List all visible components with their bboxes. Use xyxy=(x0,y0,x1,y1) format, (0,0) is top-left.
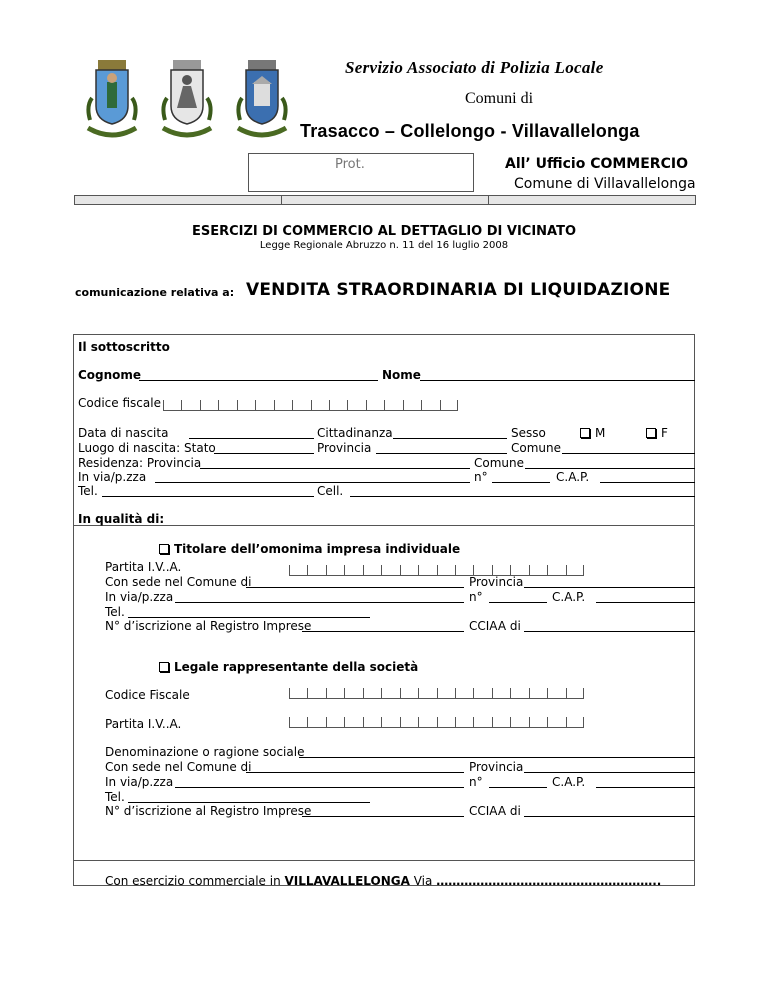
esercizio-via-label: Via xyxy=(413,874,433,888)
cittadinanza-field[interactable] xyxy=(393,438,507,439)
sesso-f-option[interactable] xyxy=(646,426,668,440)
legale-tel-label: Tel. xyxy=(105,790,125,804)
titolare-registro-field[interactable] xyxy=(302,631,464,632)
legale-sede-field[interactable] xyxy=(246,772,464,773)
divider xyxy=(74,860,694,861)
legale-piva-boxes[interactable] xyxy=(289,713,584,728)
form-title: ESERCIZI DI COMMERCIO AL DETTAGLIO DI VICINATO xyxy=(191,224,577,239)
titolare-sede-field[interactable] xyxy=(246,587,464,588)
tel-label: Tel. xyxy=(78,484,98,498)
cell-field[interactable] xyxy=(350,496,695,497)
checkbox-icon[interactable] xyxy=(580,428,590,438)
data-nascita-label: Data di nascita xyxy=(78,426,169,440)
tel-field[interactable] xyxy=(102,496,314,497)
comunicazione-label: comunicazione relativa a: xyxy=(75,286,235,299)
residenza-label: Residenza: Provincia xyxy=(78,456,202,470)
comunicazione-value: VENDITA STRAORDINARIA DI LIQUIDAZIONE xyxy=(246,280,671,300)
titolare-cciaa-label: CCIAA di xyxy=(469,619,521,633)
cap-label: C.A.P. xyxy=(556,470,590,484)
cap-field[interactable] xyxy=(600,482,695,483)
cittadinanza-label: Cittadinanza xyxy=(317,426,393,440)
comune-label: Comune xyxy=(511,441,562,455)
sesso-label: Sesso xyxy=(511,426,546,440)
via-label: In via/p.zza xyxy=(78,470,147,484)
header-comuni: Trasacco – Collelongo - Villavallelonga xyxy=(300,121,640,141)
trasacco-crest-icon xyxy=(82,58,142,140)
residenza-comune-label: Comune xyxy=(474,456,525,470)
legale-numero-field[interactable] xyxy=(489,787,547,788)
titolare-provincia-field[interactable] xyxy=(524,587,695,588)
sesso-m-option[interactable] xyxy=(580,426,605,440)
titolare-heading: Titolare dell’omonima impresa individuale xyxy=(174,542,461,556)
sottoscritto-heading: Il sottoscritto xyxy=(78,340,170,354)
checkbox-icon[interactable] xyxy=(159,544,169,554)
villavallelonga-crest-icon xyxy=(232,58,292,140)
legale-via-field[interactable] xyxy=(175,787,464,788)
legale-option[interactable] xyxy=(159,660,418,674)
legale-denominazione-label: Denominazione o ragione sociale xyxy=(105,745,305,759)
sesso-f-label: F xyxy=(661,426,668,440)
esercizio-line[interactable] xyxy=(105,874,661,888)
provincia-field[interactable] xyxy=(376,453,507,454)
legale-provincia-label: Provincia xyxy=(469,760,524,774)
legale-registro-field[interactable] xyxy=(302,816,464,817)
sesso-m-label: M xyxy=(595,426,606,440)
comune-field[interactable] xyxy=(562,453,695,454)
legale-via-label: In via/p.zza xyxy=(105,775,174,789)
titolare-via-label: In via/p.zza xyxy=(105,590,174,604)
legale-piva-label: Partita I.V..A. xyxy=(105,717,182,731)
titolare-numero-field[interactable] xyxy=(489,602,547,603)
checkbox-icon[interactable] xyxy=(159,662,169,672)
legale-cap-field[interactable] xyxy=(596,787,695,788)
legale-sede-label: Con sede nel Comune di xyxy=(105,760,252,774)
legale-cf-label: Codice Fiscale xyxy=(105,688,190,702)
office-name: All’ Ufficio COMMERCIO xyxy=(505,156,688,172)
esercizio-via-field[interactable]: ……………………………………………….. xyxy=(436,874,662,888)
luogo-nascita-label: Luogo di nascita: Stato xyxy=(78,441,216,455)
titolare-sede-label: Con sede nel Comune di xyxy=(105,575,252,589)
provincia-label: Provincia xyxy=(317,441,372,455)
qualita-heading: In qualità di: xyxy=(78,512,165,526)
residenza-comune-field[interactable] xyxy=(525,468,695,469)
form-subtitle: Legge Regionale Abruzzo n. 11 del 16 luglio 2008 xyxy=(259,240,509,251)
legale-heading: Legale rappresentante della società xyxy=(174,660,419,674)
titolare-numero-label: n° xyxy=(469,590,483,604)
titolare-tel-label: Tel. xyxy=(105,605,125,619)
header-subtitle: Comuni di xyxy=(465,90,534,107)
nome-label: Nome xyxy=(382,368,421,382)
codice-fiscale-boxes[interactable] xyxy=(163,396,458,411)
titolare-piva-label: Partita I.V..A. xyxy=(105,560,182,574)
legale-denominazione-field[interactable] xyxy=(299,757,695,758)
titolare-cap-field[interactable] xyxy=(596,602,695,603)
residenza-field[interactable] xyxy=(200,468,470,469)
office-comune: Comune di Villavallelonga xyxy=(514,176,696,192)
legale-cf-boxes[interactable] xyxy=(289,684,584,699)
cognome-field[interactable] xyxy=(139,380,378,381)
numero-label: n° xyxy=(474,470,488,484)
titolare-via-field[interactable] xyxy=(175,602,464,603)
legale-cciaa-label: CCIAA di xyxy=(469,804,521,818)
nome-field[interactable] xyxy=(420,380,695,381)
collelongo-crest-icon xyxy=(157,58,217,140)
codice-fiscale-label: Codice fiscale xyxy=(78,396,161,410)
esercizio-town: VILLAVALLELONGA xyxy=(284,874,410,888)
titolare-option[interactable] xyxy=(159,542,460,556)
numero-field[interactable] xyxy=(492,482,550,483)
luogo-nascita-field[interactable] xyxy=(214,453,314,454)
cell-label: Cell. xyxy=(317,484,344,498)
legale-tel-field[interactable] xyxy=(128,802,370,803)
legale-registro-label: N° d’iscrizione al Registro Imprese xyxy=(105,804,312,818)
legale-provincia-field[interactable] xyxy=(524,772,695,773)
titolare-registro-label: N° d’iscrizione al Registro Imprese xyxy=(105,619,312,633)
esercizio-prefix: Con esercizio commerciale in xyxy=(105,874,281,888)
data-nascita-field[interactable] xyxy=(189,438,314,439)
titolare-provincia-label: Provincia xyxy=(469,575,524,589)
titolare-cciaa-field[interactable] xyxy=(524,631,695,632)
divider xyxy=(74,525,694,526)
divider-strip xyxy=(74,195,696,205)
titolare-tel-field[interactable] xyxy=(128,617,370,618)
legale-numero-label: n° xyxy=(469,775,483,789)
via-field[interactable] xyxy=(155,482,470,483)
legale-cap-label: C.A.P. xyxy=(552,775,586,789)
titolare-piva-boxes[interactable] xyxy=(289,561,584,576)
header-title: Servizio Associato di Polizia Locale xyxy=(345,58,604,77)
cognome-label: Cognome xyxy=(78,368,142,382)
checkbox-icon[interactable] xyxy=(646,428,656,438)
legale-cciaa-field[interactable] xyxy=(524,816,695,817)
protocol-label: Prot. xyxy=(335,157,365,172)
titolare-cap-label: C.A.P. xyxy=(552,590,586,604)
